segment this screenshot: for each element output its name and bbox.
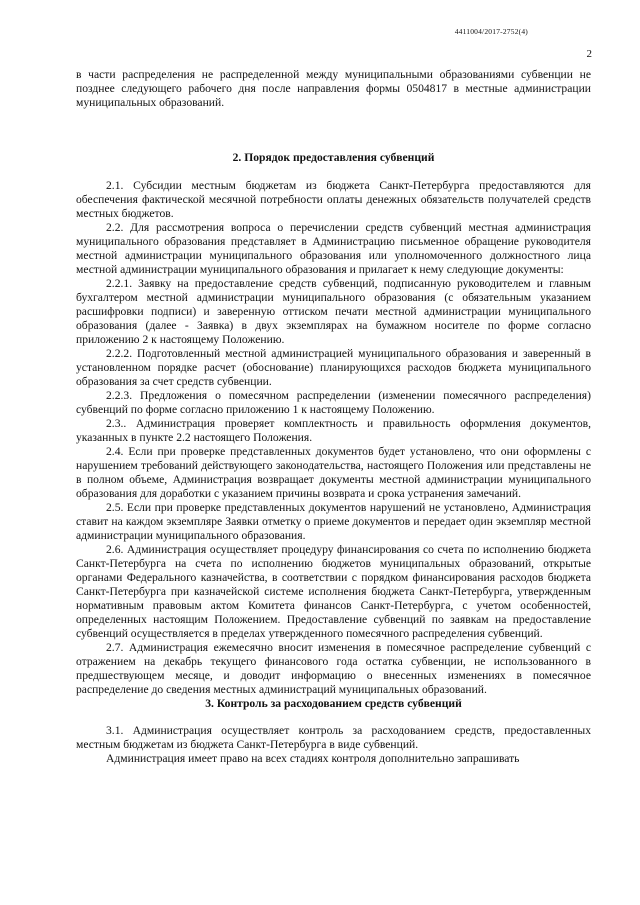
paragraph-2-5: 2.5. Если при проверке представленных документов нарушений не установлено, Администрация ставит на каждом экземпляре Заявки отметку о приеме документов и передает один экземпляр местной администрации муниципального образования. [76,501,591,542]
document-number: 4411004/2017-2752(4) [454,27,528,36]
paragraph-3-1-continued: Администрация имеет право на всех стадиях контроля дополнительно запрашивать [106,752,520,765]
paragraph-2-6: 2.6. Администрация осуществляет процедуру финансирования со счета по исполнению бюджета Санкт-Петербурга на счета по исполнению бюджетов муниципальных образований, открытые органами Федерального казначейства, в соответствии с порядком финансирования расходов бюджета Санкт-Петербурга при казначейской системе исполнения бюджета Санкт-Петербурга, утвержденным нормативным правовым актом Комитета финансов Санкт-Петербурга, с учетом особенностей, определенных настоящим Положением. Предоставление субвенций по заявкам на предоставление субвенций осуществляется в пределах утвержденного помесячного распределения субвенций. [76,543,591,640]
paragraph-2-2-1: 2.2.1. Заявку на предоставление средств субвенций, подписанную руководителем и главным бухгалтером местной администрации муниципального образования (с обязательным указанием расшифровки подписи) и заверенную оттиском печати местной администрации муниципального образования (далее - Заявка) в двух экземплярах на бумажном носителе по форме согласно приложению 2 к настоящему Положению. [76,277,591,346]
paragraph-2-2-2: 2.2.2. Подготовленный местной администрацией муниципального образования и заверенный в установленном порядке расчет (обоснование) планирующихся расходов бюджета муниципального образования за счет средств субвенции. [76,347,591,388]
section-heading-3: 3. Контроль за расходованием средств субвенций [205,697,462,710]
section-heading-2: 2. Порядок предоставления субвенций [232,151,435,164]
paragraph-2-1: 2.1. Субсидии местным бюджетам из бюджета Санкт-Петербурга предоставляются для обеспечения фактической месячной потребности оплаты денежных обязательств получателей средств местных бюджетов. [76,179,591,220]
paragraph-2-3: 2.3.. Администрация проверяет комплектность и правильность оформления документов, указанных в пункте 2.2 настоящего Положения. [76,417,591,444]
paragraph-continuation: в части распределения не распределенной между муниципальными образованиями субвенции не позднее следующего рабочего дня после направления формы 0504817 в местные администрации муниципальных образований. [76,68,591,109]
paragraph-2-2: 2.2. Для рассмотрения вопроса о перечислении средств субвенций местная администрация муниципального образования представляет в Администрацию письменное обращение руководителя местной администрации муниципального образования или уполномоченного должностного лица местной администрации муниципального образования и прилагает к нему следующие документы: [76,221,591,276]
paragraph-3-1: 3.1. Администрация осуществляет контроль за расходованием средств, предоставленных местным бюджетам из бюджета Санкт-Петербурга в виде субвенций. [76,724,591,751]
paragraph-2-4: 2.4. Если при проверке представленных документов будет установлено, что они оформлены с нарушением требований действующего законодательства, настоящего Положения или представлены не в полном объеме, Администрация возвращает документы местной администрации муниципального образования для доработки с указанием причины возврата и срока устранения замечаний. [76,445,591,500]
paragraph-2-7: 2.7. Администрация ежемесячно вносит изменения в помесячное распределение субвенций с отражением на декабрь текущего финансового года остатка субвенции, не использованного в предшествующем месяце, и доводит информацию о внесенных изменениях в помесячное распределение до сведения местных администраций муниципальных образований. [76,641,591,696]
page-number: 2 [586,48,592,60]
document-body [76,68,591,766]
paragraph-2-2-3: 2.2.3. Предложения о помесячном распределении (изменении помесячного распределения) субвенций по форме согласно приложению 1 к настоящему Положению. [76,389,591,416]
